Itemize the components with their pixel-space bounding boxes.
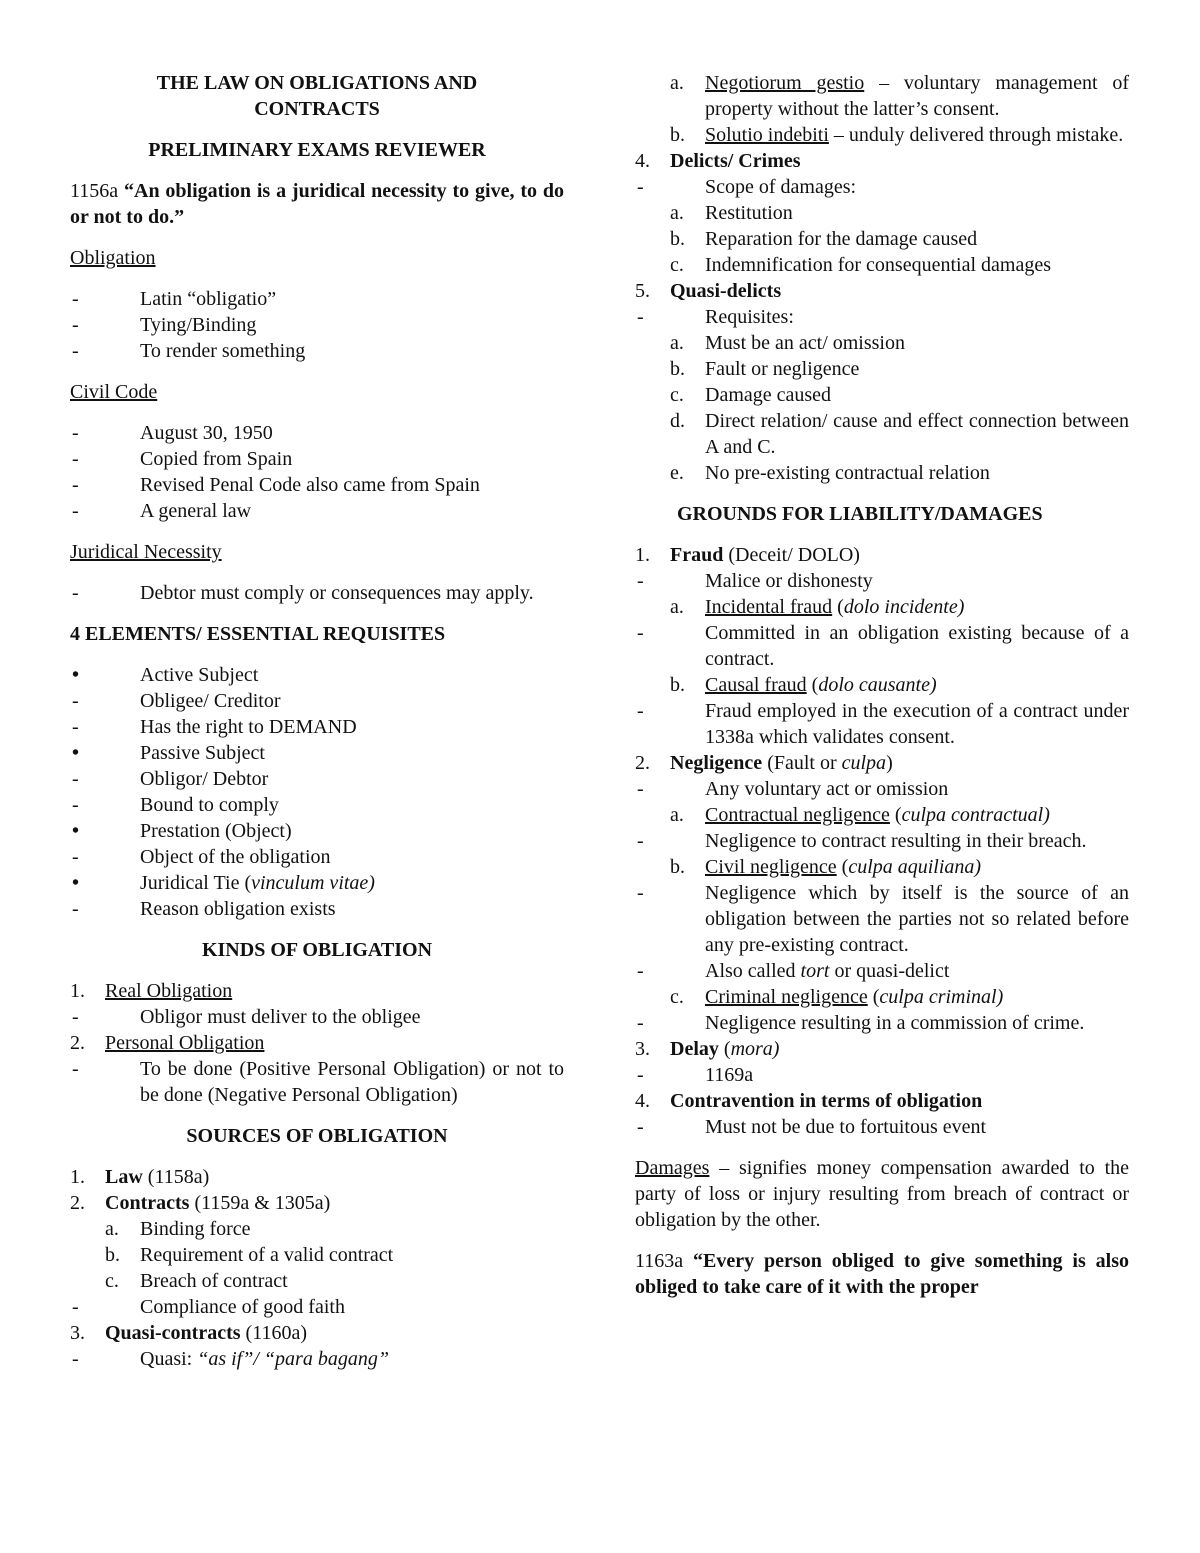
list-text: Obligor must deliver to the obligee [140, 1006, 421, 1028]
list-text: Negligence to contract resulting in their breach. [705, 830, 1087, 852]
list-text: To be done (Positive Personal Obligation) or not to be done (Negative Personal Obligation) [140, 1058, 564, 1106]
list-marker: - [72, 716, 79, 738]
list-marker: - [637, 1064, 644, 1086]
list-text: Delicts/ Crimes [670, 150, 801, 172]
list-item [70, 420, 564, 446]
list-text: August 30, 1950 [140, 422, 273, 444]
list-text: Contracts (1159a & 1305a) [105, 1192, 331, 1214]
list-item [70, 818, 564, 844]
list-text: Also called tort or quasi-delict [705, 960, 950, 982]
list-text: Causal fraud (dolo causante) [705, 674, 937, 696]
civil-code-list [70, 420, 564, 524]
list-item [635, 776, 1129, 802]
delicts-list [635, 174, 1129, 278]
list-item [635, 672, 1129, 698]
list-text: Requirement of a valid contract [140, 1244, 394, 1266]
list-item [635, 122, 1129, 148]
list-item [70, 1346, 564, 1372]
list-marker: - [72, 898, 79, 920]
list-text: Obligor/ Debtor [140, 768, 269, 790]
document-subtitle: PRELIMINARY EXAMS REVIEWER [148, 139, 486, 161]
list-marker: b. [670, 674, 685, 696]
juridical-necessity-list [70, 580, 564, 606]
list-marker: c. [670, 986, 684, 1008]
list-text: Delay (mora) [670, 1038, 780, 1060]
list-marker: 1. [635, 544, 650, 566]
list-marker: - [637, 1116, 644, 1138]
list-marker: - [637, 176, 644, 198]
list-item [70, 580, 564, 606]
list-text: Quasi-delicts [670, 280, 782, 302]
list-marker: 3. [70, 1322, 85, 1344]
dash-marker: - [72, 314, 79, 336]
list-marker: - [637, 882, 644, 904]
list-text: Scope of damages: [705, 176, 857, 198]
list-marker: b. [670, 124, 685, 146]
list-marker: c. [105, 1270, 119, 1292]
list-item [70, 870, 564, 896]
list-item [635, 278, 1129, 304]
list-marker: 2. [635, 752, 650, 774]
kinds-heading: KINDS OF OBLIGATION [201, 939, 433, 961]
list-text: Civil negligence (culpa aquiliana) [705, 856, 982, 878]
list-item [70, 312, 564, 338]
list-item [70, 714, 564, 740]
list-text: Criminal negligence (culpa criminal) [705, 986, 1004, 1008]
list-text: Negligence (Fault or culpa) [670, 752, 893, 774]
list-marker: a. [670, 202, 684, 224]
list-item [635, 174, 1129, 200]
dash-marker: - [72, 422, 79, 444]
list-marker: • [72, 664, 80, 686]
list-marker: - [637, 570, 644, 592]
list-text: Must not be due to fortuitous event [705, 1116, 987, 1138]
list-marker: b. [670, 358, 685, 380]
list-text: Incidental fraud (dolo incidente) [705, 596, 965, 618]
grounds-heading: GROUNDS FOR LIABILITY/DAMAGES [677, 503, 1043, 525]
list-text: Negligence which by itself is the source of an obligation between the parties not so related before any pre-existing contract. [705, 882, 1129, 956]
list-marker: a. [105, 1218, 119, 1240]
list-text: Damage caused [705, 384, 832, 406]
quasi-delicts-list [635, 304, 1129, 486]
list-text: Reparation for the damage caused [705, 228, 978, 250]
list-item [70, 286, 564, 312]
list-item [70, 1056, 564, 1108]
list-item [70, 498, 564, 524]
list-item [635, 382, 1129, 408]
list-marker: - [637, 622, 644, 644]
list-text: No pre-existing contractual relation [705, 462, 990, 484]
list-text: Breach of contract [140, 1270, 288, 1292]
dash-marker: - [72, 448, 79, 470]
obligation-definition: 1156a “An obligation is a juridical necessity to give, to do or not to do.” [70, 180, 564, 228]
list-marker: b. [105, 1244, 120, 1266]
left-column [70, 70, 564, 1372]
list-marker: • [72, 820, 80, 842]
list-marker: 4. [635, 1090, 650, 1112]
list-text: Law (1158a) [105, 1166, 210, 1188]
list-marker: - [72, 1058, 79, 1080]
list-text: Passive Subject [140, 742, 265, 764]
list-marker: • [72, 742, 80, 764]
delicts-heading [635, 148, 1129, 174]
list-item [635, 958, 1129, 984]
list-item [635, 1036, 1129, 1062]
list-item [70, 1004, 564, 1030]
obligation-heading: Obligation [70, 247, 156, 269]
list-item [70, 1190, 564, 1216]
list-item [635, 698, 1129, 750]
list-text: Contractual negligence (culpa contractual) [705, 804, 1050, 826]
list-item [70, 1164, 564, 1190]
list-item [70, 1030, 564, 1056]
list-item [635, 984, 1129, 1010]
list-item [70, 662, 564, 688]
article-1163a: 1163a “Every person obliged to give something is also obliged to take care of it with the proper [635, 1250, 1130, 1298]
list-item [635, 1088, 1129, 1114]
list-item [635, 594, 1129, 620]
list-text: A general law [140, 500, 252, 522]
list-item [635, 568, 1129, 594]
list-text: Committed in an obligation existing because of a contract. [705, 622, 1129, 670]
elements-list [70, 662, 564, 922]
list-marker: a. [670, 804, 684, 826]
list-marker: - [72, 768, 79, 790]
list-marker: • [72, 872, 80, 894]
list-item [70, 1216, 564, 1242]
list-item [70, 1242, 564, 1268]
list-marker: e. [670, 462, 684, 484]
list-marker: - [72, 794, 79, 816]
list-marker: 3. [635, 1038, 650, 1060]
quasi-delicts-heading [635, 278, 1129, 304]
list-item [635, 304, 1129, 330]
list-text: Binding force [140, 1218, 251, 1240]
list-item [635, 148, 1129, 174]
list-marker: - [637, 1012, 644, 1034]
list-item [70, 740, 564, 766]
list-item [70, 338, 564, 364]
list-marker: 1. [70, 1166, 85, 1188]
list-text: Active Subject [140, 664, 259, 686]
list-item [635, 620, 1129, 672]
list-text: Latin “obligatio” [140, 288, 277, 310]
list-text: Requisites: [705, 306, 794, 328]
dash-marker: - [72, 474, 79, 496]
list-text: Obligee/ Creditor [140, 690, 281, 712]
list-marker: 2. [70, 1032, 85, 1054]
list-text: Fraud (Deceit/ DOLO) [670, 544, 860, 566]
list-item [635, 750, 1129, 776]
kinds-list [70, 978, 564, 1108]
list-text: Direct relation/ cause and effect connection between A and C. [705, 410, 1129, 458]
list-text: Revised Penal Code also came from Spain [140, 474, 480, 496]
list-item [70, 1320, 564, 1346]
list-text: To render something [140, 340, 306, 362]
obligation-list [70, 286, 564, 364]
dash-marker: - [72, 500, 79, 522]
dash-marker: - [72, 340, 79, 362]
civil-code-heading: Civil Code [70, 381, 158, 403]
list-text: Indemnification for consequential damages [705, 254, 1051, 276]
list-marker: a. [670, 72, 684, 94]
list-item [635, 200, 1129, 226]
list-text: Quasi: “as if”/ “para bagang” [140, 1348, 389, 1370]
list-marker: 1. [70, 980, 85, 1002]
list-text: Tying/Binding [140, 314, 257, 336]
list-item [70, 472, 564, 498]
list-item [635, 854, 1129, 880]
list-text: Has the right to DEMAND [140, 716, 357, 738]
list-item [70, 844, 564, 870]
list-item [70, 446, 564, 472]
list-text: 1169a [705, 1064, 754, 1086]
right-column [635, 70, 1129, 1300]
dash-marker: - [72, 582, 79, 604]
list-marker: - [72, 846, 79, 868]
list-text: Compliance of good faith [140, 1296, 345, 1318]
list-text: Reason obligation exists [140, 898, 336, 920]
list-text: Debtor must comply or consequences may apply. [140, 582, 534, 604]
document-title-line-2: CONTRACTS [254, 98, 380, 120]
list-item [70, 1268, 564, 1294]
list-text: Must be an act/ omission [705, 332, 905, 354]
list-item [635, 70, 1129, 122]
list-marker: - [72, 1006, 79, 1028]
list-text: Negotiorum gestio – voluntary management of property without the latter’s consent. [705, 72, 1129, 120]
list-marker: 5. [635, 280, 650, 302]
list-text: Bound to comply [140, 794, 279, 816]
document-title-line-1: THE LAW ON OBLIGATIONS AND [156, 72, 478, 94]
list-item [70, 896, 564, 922]
list-text: Negligence resulting in a commission of crime. [705, 1012, 1085, 1034]
list-item [70, 792, 564, 818]
dash-marker: - [72, 288, 79, 310]
list-item [635, 330, 1129, 356]
list-item [635, 252, 1129, 278]
list-item [635, 1010, 1129, 1036]
list-marker: d. [670, 410, 685, 432]
damages-definition: Damages – signifies money compensation awarded to the party of loss or injury resulting from breach of contract or obligation by the other. [635, 1157, 1129, 1231]
list-item [70, 688, 564, 714]
list-text: Restitution [705, 202, 793, 224]
list-text: Personal Obligation [105, 1032, 265, 1054]
list-item [635, 356, 1129, 382]
list-text: Object of the obligation [140, 846, 331, 868]
list-item [635, 828, 1129, 854]
list-marker: - [72, 1348, 79, 1370]
list-marker: - [637, 778, 644, 800]
list-text: Real Obligation [105, 980, 233, 1002]
list-marker: 2. [70, 1192, 85, 1214]
list-item [635, 802, 1129, 828]
juridical-necessity-heading: Juridical Necessity [70, 541, 222, 563]
list-item [635, 408, 1129, 460]
list-item [635, 460, 1129, 486]
list-marker: - [72, 690, 79, 712]
list-item [635, 1062, 1129, 1088]
elements-heading: 4 ELEMENTS/ ESSENTIAL REQUISITES [70, 623, 446, 645]
list-item [70, 978, 564, 1004]
list-text: Prestation (Object) [140, 820, 292, 842]
list-text: Quasi-contracts (1160a) [105, 1322, 308, 1344]
list-item [635, 542, 1129, 568]
list-item [70, 1294, 564, 1320]
grounds-list [635, 542, 1129, 1140]
list-text: Juridical Tie (vinculum vitae) [140, 872, 375, 894]
list-item [70, 766, 564, 792]
sources-heading: SOURCES OF OBLIGATION [186, 1125, 448, 1147]
list-marker: b. [670, 856, 685, 878]
list-marker: - [637, 960, 644, 982]
list-text: Solutio indebiti – unduly delivered through mistake. [705, 124, 1124, 146]
list-item [635, 226, 1129, 252]
list-marker: a. [670, 596, 684, 618]
list-text: Malice or dishonesty [705, 570, 873, 592]
list-text: Copied from Spain [140, 448, 293, 470]
list-item [635, 880, 1129, 958]
list-text: Any voluntary act or omission [705, 778, 949, 800]
list-marker: c. [670, 254, 684, 276]
quasi-contract-types [635, 70, 1129, 148]
list-marker: - [637, 830, 644, 852]
list-marker: - [637, 700, 644, 722]
list-marker: c. [670, 384, 684, 406]
list-text: Fault or negligence [705, 358, 860, 380]
list-item [635, 1114, 1129, 1140]
list-marker: - [72, 1296, 79, 1318]
list-text: Fraud employed in the execution of a contract under 1338a which validates consent. [705, 700, 1129, 748]
list-marker: 4. [635, 150, 650, 172]
list-text: Contravention in terms of obligation [670, 1090, 983, 1112]
list-marker: a. [670, 332, 684, 354]
list-marker: - [637, 306, 644, 328]
list-marker: b. [670, 228, 685, 250]
sources-list [70, 1164, 564, 1372]
